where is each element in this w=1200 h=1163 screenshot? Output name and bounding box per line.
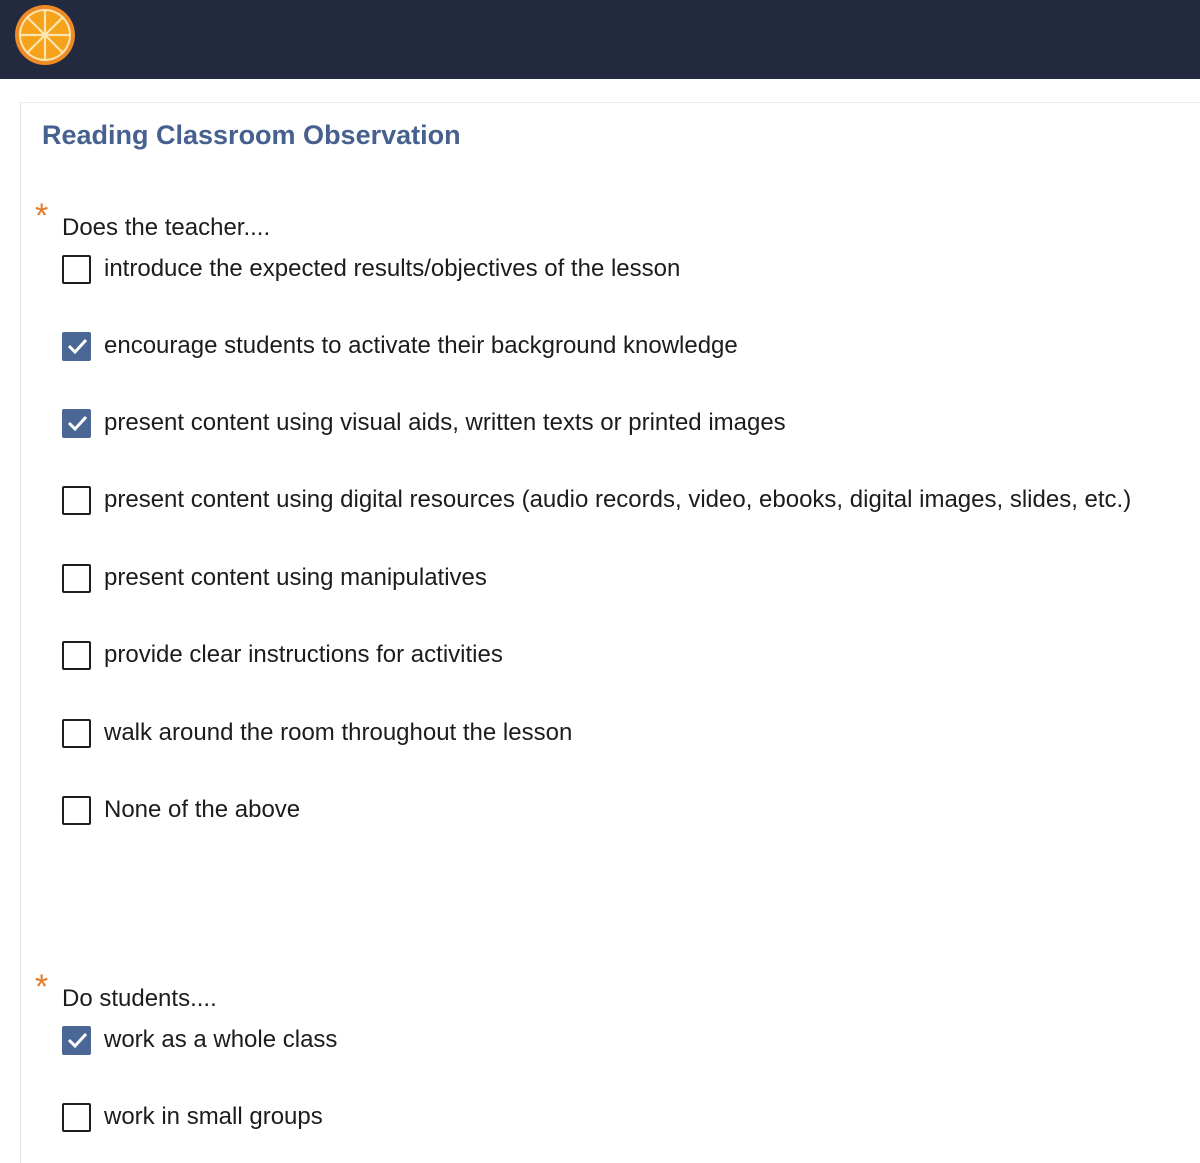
option-visual-aids[interactable] bbox=[62, 403, 786, 443]
question-label: Does the teacher.... bbox=[62, 214, 271, 241]
checkbox-checked[interactable] bbox=[62, 1026, 91, 1055]
form-card bbox=[20, 102, 1200, 1163]
question-label: Do students.... bbox=[62, 985, 217, 1012]
checkbox[interactable] bbox=[62, 641, 91, 670]
option-label: provide clear instructions for activities bbox=[104, 641, 503, 668]
option-label: introduce the expected results/objectives of the lesson bbox=[104, 255, 681, 282]
option-label: work as a whole class bbox=[104, 1026, 338, 1053]
option-label: walk around the room throughout the lesson bbox=[104, 719, 573, 746]
checkbox[interactable] bbox=[62, 486, 91, 515]
option-walk-around[interactable] bbox=[62, 713, 572, 753]
checkbox[interactable] bbox=[62, 796, 91, 825]
option-small-groups[interactable] bbox=[62, 1097, 323, 1137]
required-asterisk: * bbox=[35, 968, 49, 1006]
form-title: Reading Classroom Observation bbox=[42, 120, 461, 150]
option-digital-resources[interactable] bbox=[62, 480, 1131, 520]
option-label: work in small groups bbox=[104, 1103, 323, 1130]
checkbox[interactable] bbox=[62, 719, 91, 748]
option-label: present content using visual aids, written texts or printed images bbox=[104, 409, 786, 436]
orange-slice-logo-icon[interactable] bbox=[14, 4, 76, 66]
checkbox[interactable] bbox=[62, 1103, 91, 1132]
option-none-of-the-above[interactable] bbox=[62, 790, 300, 830]
checkbox-checked[interactable] bbox=[62, 332, 91, 361]
required-asterisk: * bbox=[35, 197, 49, 235]
option-background-knowledge[interactable] bbox=[62, 326, 738, 366]
checkbox-checked[interactable] bbox=[62, 409, 91, 438]
checkmark-icon bbox=[66, 412, 88, 434]
checkbox[interactable] bbox=[62, 564, 91, 593]
checkmark-icon bbox=[66, 335, 88, 357]
option-label: None of the above bbox=[104, 796, 301, 823]
option-clear-instructions[interactable] bbox=[62, 635, 503, 675]
option-label: present content using digital resources (audio records, video, ebooks, digital images, slides, etc.) bbox=[104, 486, 1132, 513]
top-navigation-bar bbox=[0, 0, 1200, 79]
checkbox[interactable] bbox=[62, 255, 91, 284]
option-label: present content using manipulatives bbox=[104, 564, 487, 591]
option-whole-class[interactable] bbox=[62, 1020, 337, 1060]
option-introduce-objectives[interactable] bbox=[62, 249, 680, 289]
option-label: encourage students to activate their background knowledge bbox=[104, 332, 738, 359]
option-manipulatives[interactable] bbox=[62, 558, 487, 598]
checkmark-icon bbox=[66, 1029, 88, 1051]
